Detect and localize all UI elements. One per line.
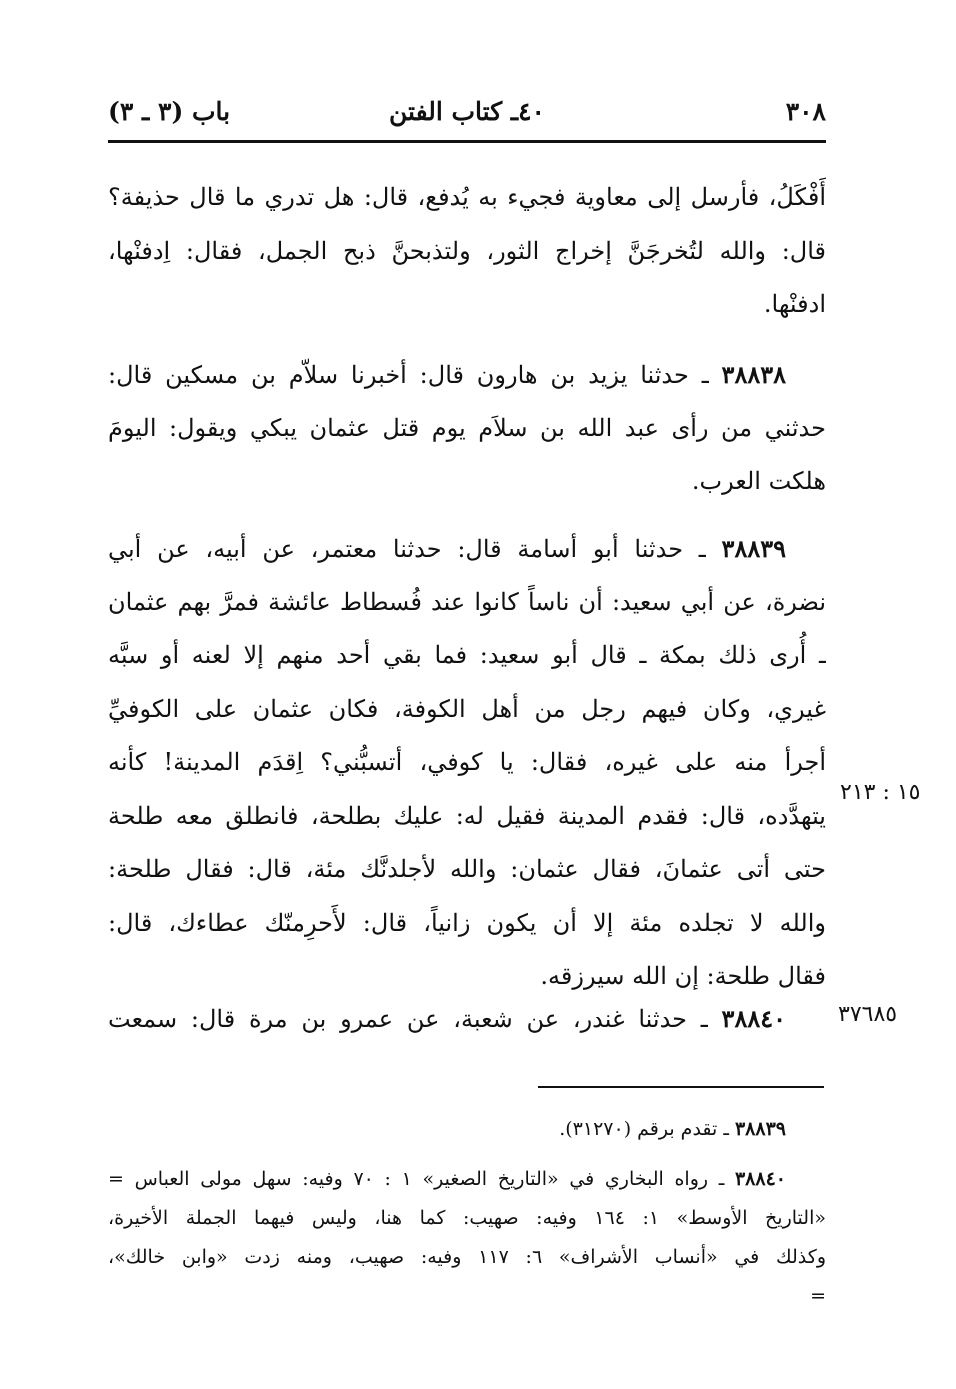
- hadith-number: ٣٨٨٣٩: [721, 534, 786, 563]
- text-line: يتهدَّده، قال: فقدم المدينة فقيل له: عليك بطلحة، فانطلق معه طلحة: [108, 801, 826, 830]
- text-line: ـ أُرى ذلك بمكة ـ قال أبو سعيد: فما بقي أحد منهم إلا لعنه أو سبَّه: [108, 641, 826, 669]
- footnote-rule: [538, 1086, 824, 1088]
- paragraph-continuation: [108, 171, 826, 332]
- hadith-number: ٣٨٨٤٠: [721, 1004, 786, 1033]
- hadith-38838: [108, 348, 826, 509]
- text-line: فقال طلحة: إن الله سيرزقه.: [540, 962, 826, 990]
- text-line: والله لا تجلده مئة إلا أن يكون زانياً، قال: لأَحرِمنّك عطاءك، قال:: [108, 908, 826, 937]
- hadith-text: ـ حدثنا يزيد بن هارون قال: أخبرنا سلاّم بن مسكين قال:: [108, 361, 722, 389]
- hadith-number: ٣٨٨٣٨: [721, 360, 786, 389]
- footnote-38840: [108, 1160, 826, 1316]
- hadith-text: ـ حدثنا أبو أسامة قال: حدثنا معتمر، عن أبيه، عن أبي: [108, 535, 722, 563]
- footnote-text: ـ رواه البخاري في «التاريخ الصغير» ١ : ٧٠ وفيه: سهل مولى العباس =: [108, 1168, 735, 1190]
- page-number: ٣٠٨: [785, 97, 826, 126]
- text-line: أجرأ منه على غيره، فقال: يا كوفي، أتسبُّني؟ اِقدَم المدينة! كأنه: [108, 748, 826, 776]
- margin-reference: ١٥ : ٢١٣: [840, 780, 921, 805]
- text-line: [108, 992, 826, 1046]
- text-line: نضرة، عن أبي سعيد: أن ناساً كانوا عند فُسطاط عائشة فمرَّ بهم عثمان: [108, 587, 826, 616]
- text-line: حتى أتى عثمانَ، فقال عثمان: والله لأجلدنَّك مئة، قال: فقال طلحة:: [108, 855, 826, 883]
- hadith-text: ـ حدثنا غندر، عن شعبة، عن عمرو بن مرة قال: سمعت: [108, 1005, 722, 1033]
- text-line: ادفنْها.: [763, 290, 826, 318]
- text-line: أَفْكَلُ، فأرسل إلى معاوية فجيء به يُدفع، قال: هل تدري ما قال حذيفة؟: [108, 183, 826, 211]
- page-header: [108, 92, 826, 132]
- footnote-number: ٣٨٨٤٠: [734, 1168, 786, 1190]
- margin-reference: ٣٧٦٨٥: [838, 1002, 898, 1027]
- footnote-38839: [108, 1110, 826, 1149]
- footnote-number: ٣٨٨٣٩: [734, 1118, 786, 1140]
- text-line: [108, 348, 826, 402]
- header-rule: [108, 140, 826, 143]
- text-line: هلكت العرب.: [691, 467, 826, 495]
- footnote-line: [108, 1110, 826, 1149]
- hadith-38840: [108, 992, 826, 1046]
- hadith-38839: [108, 522, 826, 1004]
- text-line: حدثني من رأى عبد الله بن سلاَم يوم قتل عثمان يبكي ويقول: اليومَ: [108, 413, 826, 442]
- text-line: قال: والله لتُخرجَنَّ إخراج الثور، ولتذبحنَّ ذبح الجمل، فقال: اِدفنْها،: [108, 236, 826, 265]
- footnote-line: [108, 1160, 826, 1199]
- footnote-text: ـ تقدم برقم (٣١٢٧٠).: [559, 1118, 735, 1140]
- footnote-line: =: [810, 1285, 826, 1307]
- text-line: غيري، وكان فيهم رجل من أهل الكوفة، فكان عثمان على الكوفيِّ: [108, 694, 826, 723]
- text-line: [108, 522, 826, 576]
- chapter-label: باب (٣ ـ ٣): [108, 97, 231, 126]
- footnote-line: «التاريخ الأوسط» ١: ١٦٤ وفيه: صهيب: كما هنا، وليس فيهما الجملة الأخيرة،: [108, 1207, 826, 1229]
- book-title: ٤٠ـ كتاب الفتن: [389, 97, 545, 126]
- footnote-line: وكذلك في «أنساب الأشراف» ٦: ١١٧ وفيه: صهيب، ومنه زدت «وابن خالك»،: [108, 1246, 826, 1268]
